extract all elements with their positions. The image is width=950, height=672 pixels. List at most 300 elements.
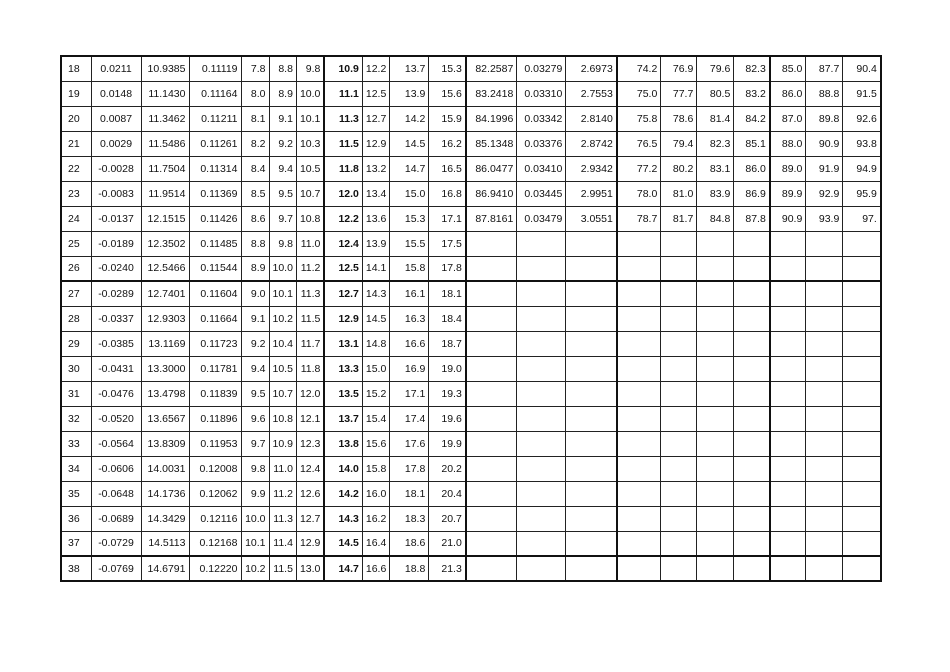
table-cell: 0.12062: [189, 481, 241, 506]
table-cell: 79.4: [661, 131, 697, 156]
table-cell: 12.3502: [141, 231, 189, 256]
table-cell: 83.1: [697, 156, 734, 181]
table-row: [61, 106, 881, 131]
table-cell: [466, 331, 517, 356]
table-cell: 82.2587: [466, 56, 517, 81]
table-cell: [517, 406, 566, 431]
table-cell: 12.7: [324, 281, 362, 306]
table-cell: [661, 331, 697, 356]
table-cell: 79.6: [697, 56, 734, 81]
table-cell: 0.0211: [91, 56, 141, 81]
table-cell: 13.7: [324, 406, 362, 431]
row-label-cell: 27: [61, 281, 91, 306]
table-cell: 9.4: [241, 356, 269, 381]
table-cell: 11.0: [269, 456, 296, 481]
table-cell: 0.03410: [517, 156, 566, 181]
table-cell: [843, 531, 881, 556]
table-cell: 10.0: [296, 81, 324, 106]
table-cell: 15.3: [390, 206, 429, 231]
table-cell: [770, 381, 806, 406]
table-cell: [734, 256, 770, 281]
table-cell: -0.0289: [91, 281, 141, 306]
table-cell: [806, 281, 843, 306]
table-cell: [566, 456, 617, 481]
table-cell: 16.8: [429, 181, 466, 206]
table-cell: 11.5: [269, 556, 296, 581]
table-cell: [697, 481, 734, 506]
table-cell: 78.6: [661, 106, 697, 131]
table-cell: 10.8: [269, 406, 296, 431]
table-cell: 16.9: [390, 356, 429, 381]
table-cell: [617, 456, 661, 481]
table-cell: 13.2: [362, 156, 389, 181]
table-cell: [770, 556, 806, 581]
table-cell: 9.2: [241, 331, 269, 356]
table-cell: 0.03279: [517, 56, 566, 81]
table-cell: [661, 456, 697, 481]
table-cell: 90.9: [770, 206, 806, 231]
table-cell: 86.0: [770, 81, 806, 106]
table-cell: [466, 306, 517, 331]
table-row: [61, 206, 881, 231]
table-cell: 15.6: [429, 81, 466, 106]
table-cell: -0.0520: [91, 406, 141, 431]
table-cell: -0.0385: [91, 331, 141, 356]
table-cell: 16.3: [390, 306, 429, 331]
table-cell: 2.7553: [566, 81, 617, 106]
table-cell: [843, 331, 881, 356]
table-cell: 81.7: [661, 206, 697, 231]
table-cell: 15.4: [362, 406, 389, 431]
table-cell: 8.9: [269, 81, 296, 106]
table-cell: 12.4: [324, 231, 362, 256]
table-cell: [806, 381, 843, 406]
table-cell: [617, 406, 661, 431]
table-cell: [770, 456, 806, 481]
table-cell: 87.7: [806, 56, 843, 81]
table-cell: 0.11369: [189, 181, 241, 206]
table-cell: 11.3: [324, 106, 362, 131]
table-cell: 12.5: [324, 256, 362, 281]
row-label-cell: 37: [61, 531, 91, 556]
table-cell: [806, 231, 843, 256]
row-label-cell: 31: [61, 381, 91, 406]
table-cell: [566, 406, 617, 431]
table-cell: [661, 306, 697, 331]
table-cell: 13.8: [324, 431, 362, 456]
table-cell: 12.9: [362, 131, 389, 156]
table-cell: 14.3429: [141, 506, 189, 531]
table-cell: 9.7: [269, 206, 296, 231]
table-cell: [843, 481, 881, 506]
table-cell: 10.1: [269, 281, 296, 306]
table-cell: -0.0337: [91, 306, 141, 331]
table-cell: 13.0: [296, 556, 324, 581]
table-cell: 9.6: [241, 406, 269, 431]
table-cell: 10.0: [241, 506, 269, 531]
table-cell: 12.6: [296, 481, 324, 506]
table-cell: 9.5: [241, 381, 269, 406]
table-cell: 77.7: [661, 81, 697, 106]
table-cell: [661, 556, 697, 581]
row-label-cell: 24: [61, 206, 91, 231]
table-cell: 13.4: [362, 181, 389, 206]
table-cell: 86.0: [734, 156, 770, 181]
table-cell: 11.2: [269, 481, 296, 506]
table-cell: [517, 256, 566, 281]
table-cell: 90.4: [843, 56, 881, 81]
table-cell: [517, 456, 566, 481]
table-cell: 8.5: [241, 181, 269, 206]
table-cell: [770, 481, 806, 506]
table-cell: 0.12220: [189, 556, 241, 581]
table-cell: 17.1: [429, 206, 466, 231]
table-cell: [617, 556, 661, 581]
table-cell: 0.11781: [189, 356, 241, 381]
table-cell: 19.6: [429, 406, 466, 431]
table-cell: 17.8: [429, 256, 466, 281]
table-row: [61, 331, 881, 356]
table-cell: [734, 556, 770, 581]
table-cell: 0.12168: [189, 531, 241, 556]
table-cell: [843, 306, 881, 331]
table-cell: 15.8: [362, 456, 389, 481]
table-cell: [770, 356, 806, 381]
table-cell: [734, 506, 770, 531]
row-label-cell: 18: [61, 56, 91, 81]
table-cell: 16.6: [390, 331, 429, 356]
table-cell: 11.3462: [141, 106, 189, 131]
table-cell: [466, 256, 517, 281]
table-cell: 0.03376: [517, 131, 566, 156]
table-cell: [466, 381, 517, 406]
table-cell: 9.8: [296, 56, 324, 81]
table-cell: [843, 431, 881, 456]
table-cell: 12.5: [362, 81, 389, 106]
table-cell: 80.2: [661, 156, 697, 181]
table-cell: 93.8: [843, 131, 881, 156]
table-cell: 18.4: [429, 306, 466, 331]
table-cell: 10.5: [269, 356, 296, 381]
table-cell: [466, 406, 517, 431]
table-cell: [466, 281, 517, 306]
table-cell: 3.0551: [566, 206, 617, 231]
table-cell: 9.8: [241, 456, 269, 481]
table-cell: 74.2: [617, 56, 661, 81]
table-cell: [843, 506, 881, 531]
table-cell: 18.6: [390, 531, 429, 556]
table-cell: -0.0689: [91, 506, 141, 531]
table-cell: 0.11604: [189, 281, 241, 306]
table-cell: 2.6973: [566, 56, 617, 81]
table-cell: 17.1: [390, 381, 429, 406]
table-cell: [806, 556, 843, 581]
table-cell: -0.0240: [91, 256, 141, 281]
table-cell: 0.03310: [517, 81, 566, 106]
table-cell: 12.0: [296, 381, 324, 406]
table-cell: 2.9951: [566, 181, 617, 206]
table-cell: 11.3: [296, 281, 324, 306]
table-cell: 0.11664: [189, 306, 241, 331]
table-cell: 8.9: [241, 256, 269, 281]
table-cell: 11.1: [324, 81, 362, 106]
table-row: [61, 231, 881, 256]
table-cell: [734, 306, 770, 331]
table-cell: 8.0: [241, 81, 269, 106]
table-cell: 20.7: [429, 506, 466, 531]
table-cell: 77.2: [617, 156, 661, 181]
table-cell: [806, 306, 843, 331]
table-cell: 0.03479: [517, 206, 566, 231]
row-label-cell: 26: [61, 256, 91, 281]
table-cell: 20.4: [429, 481, 466, 506]
table-cell: [661, 256, 697, 281]
table-cell: 18.8: [390, 556, 429, 581]
table-cell: 13.4798: [141, 381, 189, 406]
table-cell: [661, 231, 697, 256]
table-cell: 15.6: [362, 431, 389, 456]
table-cell: [517, 556, 566, 581]
table-cell: [617, 481, 661, 506]
row-label-cell: 20: [61, 106, 91, 131]
table-cell: 17.8: [390, 456, 429, 481]
table-cell: -0.0769: [91, 556, 141, 581]
table-cell: 9.1: [269, 106, 296, 131]
table-cell: 19.0: [429, 356, 466, 381]
table-cell: [517, 306, 566, 331]
table-cell: 0.11485: [189, 231, 241, 256]
row-label-cell: 38: [61, 556, 91, 581]
table-cell: [697, 281, 734, 306]
table-cell: [661, 381, 697, 406]
table-cell: 11.1430: [141, 81, 189, 106]
table-cell: [466, 556, 517, 581]
table-cell: 84.1996: [466, 106, 517, 131]
table-cell: 84.8: [697, 206, 734, 231]
table-cell: 19.3: [429, 381, 466, 406]
table-cell: 18.1: [390, 481, 429, 506]
table-cell: 87.8: [734, 206, 770, 231]
table-cell: 14.1736: [141, 481, 189, 506]
table-cell: 82.3: [734, 56, 770, 81]
table-cell: 10.3: [296, 131, 324, 156]
table-cell: [566, 481, 617, 506]
table-cell: [843, 231, 881, 256]
table-cell: 2.8742: [566, 131, 617, 156]
table-cell: 11.8: [296, 356, 324, 381]
table-cell: 81.4: [697, 106, 734, 131]
table-cell: 12.9303: [141, 306, 189, 331]
table-cell: 19.9: [429, 431, 466, 456]
table-cell: 92.6: [843, 106, 881, 131]
table-cell: [517, 281, 566, 306]
table-cell: 9.7: [241, 431, 269, 456]
table-cell: 11.0: [296, 231, 324, 256]
table-row: [61, 506, 881, 531]
table-cell: [466, 231, 517, 256]
table-cell: [466, 506, 517, 531]
table-cell: 8.8: [241, 231, 269, 256]
table-cell: [734, 531, 770, 556]
table-cell: 10.2: [269, 306, 296, 331]
table-cell: 13.3: [324, 356, 362, 381]
table-cell: 15.8: [390, 256, 429, 281]
table-cell: [734, 431, 770, 456]
table-cell: [697, 506, 734, 531]
table-cell: [697, 556, 734, 581]
table-cell: 21.0: [429, 531, 466, 556]
table-cell: [661, 506, 697, 531]
table-cell: [770, 231, 806, 256]
table-cell: 86.0477: [466, 156, 517, 181]
table-cell: 16.6: [362, 556, 389, 581]
table-row: [61, 531, 881, 556]
table-cell: 11.2: [296, 256, 324, 281]
table-cell: 10.9385: [141, 56, 189, 81]
table-cell: [697, 431, 734, 456]
table-cell: 87.0: [770, 106, 806, 131]
table-cell: [566, 381, 617, 406]
table-cell: [566, 306, 617, 331]
table-cell: [566, 531, 617, 556]
table-cell: [466, 356, 517, 381]
row-label-cell: 22: [61, 156, 91, 181]
table-cell: 11.5: [296, 306, 324, 331]
table-cell: 95.9: [843, 181, 881, 206]
table-cell: [566, 506, 617, 531]
table-cell: 15.0: [390, 181, 429, 206]
table-cell: 11.8: [324, 156, 362, 181]
table-cell: 14.5: [324, 531, 362, 556]
table-cell: 88.0: [770, 131, 806, 156]
table-cell: [806, 431, 843, 456]
table-cell: [806, 256, 843, 281]
table-cell: 89.9: [770, 181, 806, 206]
table-cell: 10.9: [269, 431, 296, 456]
table-cell: 83.2418: [466, 81, 517, 106]
table-row: [61, 81, 881, 106]
table-cell: [770, 331, 806, 356]
table-cell: [697, 331, 734, 356]
table-cell: 81.0: [661, 181, 697, 206]
table-row: [61, 156, 881, 181]
table-cell: 89.0: [770, 156, 806, 181]
table-cell: [770, 306, 806, 331]
table-cell: [770, 256, 806, 281]
table-cell: [617, 431, 661, 456]
table-cell: [734, 331, 770, 356]
table-cell: 83.9: [697, 181, 734, 206]
table-cell: 14.8: [362, 331, 389, 356]
table-cell: [566, 281, 617, 306]
table-cell: [517, 506, 566, 531]
table-cell: 15.2: [362, 381, 389, 406]
table-cell: [566, 231, 617, 256]
table-cell: 18.3: [390, 506, 429, 531]
table-cell: 78.0: [617, 181, 661, 206]
table-cell: 14.3: [324, 506, 362, 531]
table-cell: 15.0: [362, 356, 389, 381]
table-cell: [566, 431, 617, 456]
table-cell: [617, 531, 661, 556]
table-cell: -0.0028: [91, 156, 141, 181]
table-cell: 0.0029: [91, 131, 141, 156]
table-cell: 0.11723: [189, 331, 241, 356]
table-cell: 15.9: [429, 106, 466, 131]
table-cell: 14.7: [324, 556, 362, 581]
table-cell: [770, 406, 806, 431]
row-label-cell: 30: [61, 356, 91, 381]
table-cell: [843, 406, 881, 431]
table-cell: [843, 456, 881, 481]
table-cell: 75.8: [617, 106, 661, 131]
table-cell: 10.5: [296, 156, 324, 181]
row-label-cell: 36: [61, 506, 91, 531]
table-row: [61, 181, 881, 206]
table-cell: [517, 381, 566, 406]
table-row: [61, 131, 881, 156]
table-cell: 14.7: [390, 156, 429, 181]
table-cell: 0.11119: [189, 56, 241, 81]
table-cell: 11.7: [296, 331, 324, 356]
table-cell: [517, 331, 566, 356]
table-cell: [661, 281, 697, 306]
row-label-cell: 29: [61, 331, 91, 356]
table-cell: 12.5466: [141, 256, 189, 281]
table-cell: [806, 531, 843, 556]
row-label-cell: 28: [61, 306, 91, 331]
table-cell: 11.5: [324, 131, 362, 156]
table-cell: 76.5: [617, 131, 661, 156]
growth-reference-table: [60, 55, 882, 582]
table-cell: [697, 231, 734, 256]
table-cell: 14.0031: [141, 456, 189, 481]
table-cell: 14.2: [324, 481, 362, 506]
table-cell: 14.2: [390, 106, 429, 131]
table-cell: 0.11953: [189, 431, 241, 456]
table-cell: [697, 256, 734, 281]
table-cell: [734, 231, 770, 256]
table-cell: [697, 381, 734, 406]
table-cell: 90.9: [806, 131, 843, 156]
table-cell: 12.9: [296, 531, 324, 556]
table-cell: -0.0606: [91, 456, 141, 481]
table-cell: 17.4: [390, 406, 429, 431]
table-cell: 15.3: [429, 56, 466, 81]
table-cell: 0.11544: [189, 256, 241, 281]
table-cell: 9.9: [241, 481, 269, 506]
table-cell: 10.0: [269, 256, 296, 281]
table-cell: 0.11426: [189, 206, 241, 231]
table-cell: 12.4: [296, 456, 324, 481]
table-row: [61, 456, 881, 481]
table-cell: [697, 406, 734, 431]
table-cell: 16.2: [429, 131, 466, 156]
table-cell: [734, 456, 770, 481]
table-cell: 18.1: [429, 281, 466, 306]
table-cell: 8.1: [241, 106, 269, 131]
table-cell: 78.7: [617, 206, 661, 231]
table-cell: 20.2: [429, 456, 466, 481]
table-cell: 0.11839: [189, 381, 241, 406]
table-cell: 85.1: [734, 131, 770, 156]
table-cell: 0.11261: [189, 131, 241, 156]
table-cell: -0.0137: [91, 206, 141, 231]
row-label-cell: 35: [61, 481, 91, 506]
table-cell: [843, 356, 881, 381]
table-cell: [806, 456, 843, 481]
table-cell: 13.9: [362, 231, 389, 256]
